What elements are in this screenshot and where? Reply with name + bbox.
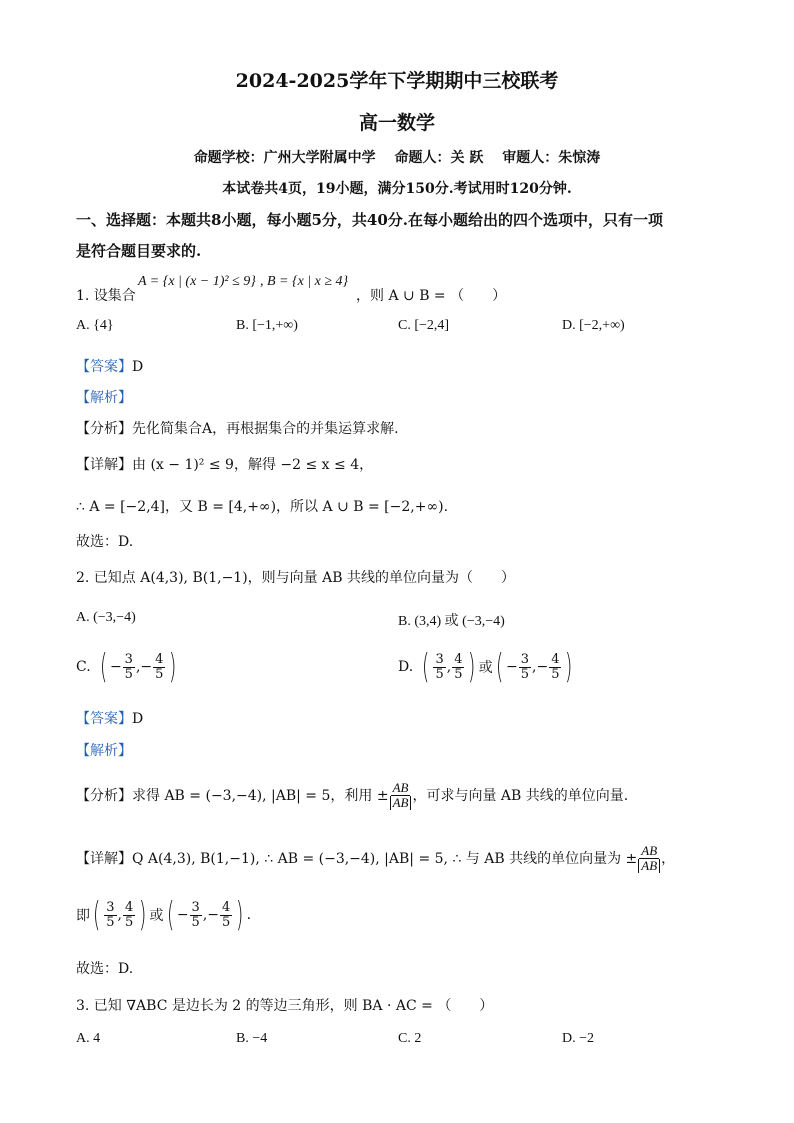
numerator: 3	[191, 899, 200, 915]
right-paren: )	[169, 647, 177, 687]
exam-info-line: 本试卷共4页，19小题，满分150分.考试用时120分钟.	[222, 181, 572, 197]
or-text: 或	[149, 908, 164, 924]
comma: ,	[532, 659, 537, 675]
denominator: 5	[125, 914, 134, 930]
fenxi-text-b: ，可求与向量 AB 共线的单位向量.	[412, 788, 629, 804]
fenxi-label: 【分析】	[76, 421, 132, 437]
fraction	[153, 653, 165, 682]
q1-conclusion: 故选：D.	[76, 534, 134, 550]
denominator: 5	[222, 914, 231, 930]
q1-stem-suffix: ，则 A ∪ B = （ ）	[356, 288, 507, 304]
q1-answer	[76, 356, 143, 376]
right-paren: )	[139, 895, 147, 935]
q1-xiangjie	[76, 454, 373, 474]
q2-option-d	[398, 647, 576, 687]
xiangjie-label: 【详解】	[76, 457, 132, 473]
numerator: 4	[155, 651, 164, 667]
answer-label: 【答案】	[76, 711, 132, 727]
denominator: 5	[191, 914, 200, 930]
q2-stem: 2. 已知点 A(4,3), B(1,−1)，则与向量 AB 共线的单位向量为（ ）	[76, 570, 515, 586]
comma: ,	[446, 659, 452, 675]
numerator: 3	[106, 899, 115, 915]
answer-value: D	[132, 359, 144, 375]
section-heading-line2: 是符合题目要求的.	[76, 242, 202, 260]
fenxi-label: 【分析】	[76, 788, 132, 804]
or-text: 或	[478, 660, 493, 676]
numerator: 3	[124, 651, 133, 667]
q1-option-a: A. {4}	[76, 318, 114, 333]
numerator: AB	[641, 842, 658, 858]
xiangjie-text-b: ，	[661, 851, 676, 867]
q2-option-a: A. (−3,−4)	[76, 610, 136, 625]
fenxi-text-a: 求得 AB = (−3,−4), |AB| = 5，利用 ±	[132, 788, 389, 804]
numerator: 4	[125, 899, 134, 915]
numerator: 3	[520, 651, 530, 667]
q3-option-d: D. −2	[562, 1031, 595, 1046]
subject-title: 高一数学	[358, 112, 435, 134]
q1-fenxi	[76, 418, 399, 438]
q3-option-b: B. −4	[236, 1031, 268, 1046]
q1-option-d: D. [−2,+∞)	[562, 318, 625, 333]
denominator: AB	[390, 796, 412, 810]
q1-option-b: B. [−1,+∞)	[236, 318, 298, 333]
option-label: D.	[398, 659, 414, 675]
denominator: 5	[124, 666, 133, 682]
denominator: 5	[551, 666, 560, 682]
right-paren: )	[236, 895, 244, 935]
answer-value: D	[132, 711, 144, 727]
minus-sign: −	[506, 659, 518, 675]
period: .	[246, 907, 252, 923]
numerator: 4	[551, 651, 560, 667]
fraction	[433, 653, 445, 682]
xiangjie-text-a: Q A(4,3), B(1,−1), ∴ AB = (−3,−4), |AB| = 5, ∴ 与 AB 共线的单位向量为 ±	[132, 851, 638, 867]
minus-sign: −	[536, 659, 549, 675]
left-paren: (	[99, 647, 107, 687]
author-line: 命题学校：广州大学附属中学 命题人：关 跃 审题人：朱惊涛	[193, 150, 601, 166]
unit-vector-fraction	[638, 844, 660, 873]
fraction	[549, 653, 561, 682]
minus-sign: −	[109, 659, 122, 675]
q1-stem-prefix: 1. 设集合	[76, 288, 136, 304]
denominator: 5	[520, 666, 530, 682]
minus-sign: −	[207, 907, 220, 923]
denominator: AB	[638, 859, 660, 873]
minus-sign: −	[176, 907, 189, 923]
q2-xiangjie	[76, 833, 675, 883]
fenxi-text: 先化简集合A，再根据集合的并集运算求解.	[132, 421, 399, 437]
xiangjie-label: 【详解】	[76, 851, 132, 867]
option-label: C.	[76, 659, 91, 675]
comma: ,	[135, 659, 141, 675]
q2-option-c	[76, 647, 180, 687]
q2-result-line	[76, 895, 252, 935]
denominator: 5	[454, 666, 463, 682]
q3-option-c: C. 2	[398, 1031, 422, 1046]
numerator: 4	[222, 899, 231, 915]
denominator: 5	[155, 666, 164, 682]
left-paren: (	[422, 647, 430, 687]
q2-option-b: B. (3,4) 或 (−3,−4)	[398, 614, 505, 629]
right-paren: )	[565, 647, 573, 687]
fraction	[519, 653, 531, 682]
q2-fenxi	[76, 770, 628, 820]
comma: ,	[202, 907, 208, 923]
numerator: 4	[454, 651, 463, 667]
fraction	[104, 901, 116, 930]
q3-option-a: A. 4	[76, 1031, 101, 1046]
left-paren: (	[495, 647, 504, 687]
section-heading-line1: 一、选择题：本题共8小题，每小题5分，共40分.在每小题给出的四个选项中，只有一项	[76, 211, 663, 229]
q1-set-b: , B = {x | x ≥ 4}	[260, 274, 349, 289]
unit-vector-fraction	[390, 781, 412, 810]
answer-label: 【答案】	[76, 359, 132, 375]
q1-analysis-label: 【解析】	[76, 390, 132, 406]
comma: ,	[117, 907, 122, 923]
numerator: 3	[435, 651, 444, 667]
fraction	[220, 901, 232, 930]
q2-conclusion: 故选：D.	[76, 961, 134, 977]
exam-title: 2024-2025学年下学期期中三校联考	[235, 70, 559, 92]
fraction	[123, 653, 135, 682]
left-paren: (	[92, 895, 101, 935]
q1-set-a: A = {x | (x − 1)² ≤ 9}	[138, 274, 256, 289]
fraction	[190, 901, 202, 930]
q1-option-c: C. [−2,4]	[398, 318, 450, 333]
q3-stem: 3. 已知 ∇ABC 是边长为 2 的等边三角形，则 BA · AC = （ ）	[76, 998, 494, 1014]
minus-sign: −	[140, 659, 153, 675]
ji-text: 即	[76, 908, 90, 924]
fraction	[452, 653, 464, 682]
right-paren: )	[468, 647, 476, 687]
q2-analysis-label: 【解析】	[76, 743, 132, 759]
q1-solution-line2: ∴ A = [−2,4]，又 B = [4,+∞)，所以 A ∪ B = [−2,+∞).	[76, 499, 449, 515]
left-paren: (	[166, 895, 174, 935]
xiangjie-text: 由 (x − 1)² ≤ 9，解得 −2 ≤ x ≤ 4，	[132, 457, 374, 473]
denominator: 5	[435, 666, 444, 682]
fraction	[123, 901, 135, 930]
q2-answer	[76, 708, 143, 728]
numerator: AB	[392, 779, 409, 795]
denominator: 5	[106, 914, 115, 930]
